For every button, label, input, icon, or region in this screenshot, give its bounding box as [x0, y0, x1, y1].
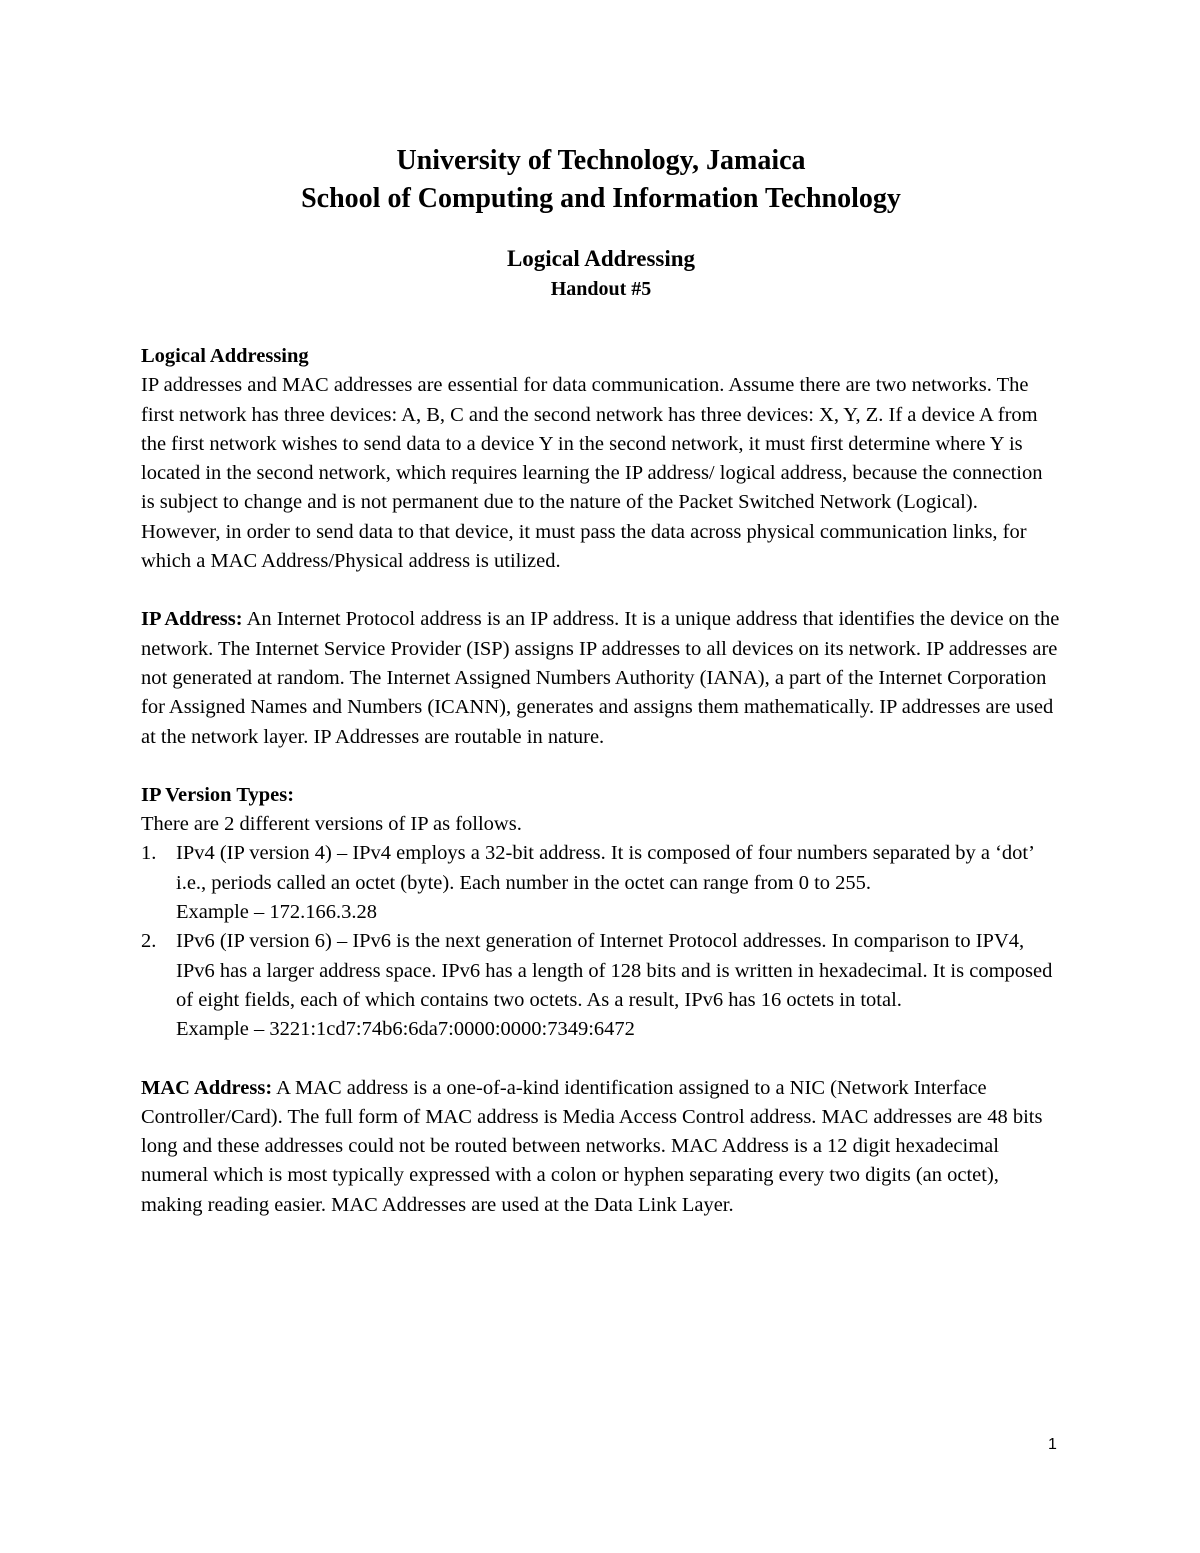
section-body: A MAC address is a one-of-a-kind identification assigned to a NIC (Network Interface Controller/Card). The full form of MAC address is Media Access Control address. MAC addresses are 48 bits long and these addresses could not be routed between networks. MAC Address is a 12 digit hexadecimal numeral which is most typically expressed with a colon or hyphen separating every two digits (an octet), making reading easier. MAC Addresses are used at the Data Link Layer.: [141, 1076, 1043, 1216]
document-title: Logical Addressing: [506, 246, 696, 271]
page-content: [141, 142, 1061, 1220]
section-heading: IP Version Types:: [141, 783, 295, 806]
ip-version-types-section: [141, 781, 1061, 1045]
handout-number: Handout #5: [550, 278, 652, 300]
mac-address-section: [141, 1074, 1061, 1220]
section-paragraph: [141, 605, 1061, 751]
list-item-text: IPv4 (IP version 4) – IPv4 employs a 32-bit address. It is composed of four numbers separated by a ‘dot’ i.e., periods called an octet (byte). Each number in the octet can range from 0 to 255.: [176, 842, 1034, 894]
ip-address-section: [141, 605, 1061, 751]
page-number: 1: [1048, 1436, 1057, 1453]
section-heading: IP Address:: [141, 608, 243, 631]
section-body: An Internet Protocol address is an IP address. It is a unique address that identifies the device on the network. The Internet Service Provider (ISP) assigns IP addresses to all devices on its network. IP addresses are not generated at random. The Internet Assigned Numbers Authority (IANA), a part of the Internet Corporation for Assigned Names and Numbers (ICANN), generates and assigns them mathematically. IP addresses are used at the network layer. IP Addresses are routable in nature.: [141, 608, 1060, 748]
list-item-example: Example – 3221:1cd7:74b6:6da7:0000:0000:7349:6472: [176, 1018, 635, 1041]
section-heading: MAC Address:: [141, 1076, 273, 1099]
ip-version-list: [141, 839, 1061, 1044]
list-item-ipv4: [141, 839, 1061, 927]
list-item-text: IPv6 (IP version 6) – IPv6 is the next generation of Internet Protocol addresses. In comparison to IPV4, IPv6 has a larger address space. IPv6 has a length of 128 bits and is written in hexadecimal. It is composed of eight fields, each of which contains two octets. As a result, IPv6 has 16 octets in total.: [176, 930, 1053, 1011]
title-block: [141, 142, 1061, 304]
university-name: University of Technology, Jamaica: [396, 145, 806, 176]
section-body: IP addresses and MAC addresses are essential for data communication. Assume there are two networks. The first network has three devices: A, B, C and the second network has three devices: X, Y, Z. If a device A from the first network wishes to send data to a device Y in the second network, it must first determine where Y is located in the second network, which requires learning the IP address/ logical address, because the connection is subject to change and is not permanent due to the nature of the Packet Switched Network (Logical). However, in order to send data to that device, it must pass the data across physical communication links, for which a MAC Address/Physical address is utilized.: [141, 374, 1043, 573]
section-intro: There are 2 different versions of IP as follows.: [141, 813, 522, 836]
list-item-ipv6: [141, 927, 1061, 1044]
list-item-example: Example – 172.166.3.28: [176, 901, 377, 924]
logical-addressing-section: [141, 342, 1061, 576]
section-paragraph: [141, 1074, 1061, 1220]
list-number: 2.: [141, 930, 157, 953]
list-number: 1.: [141, 842, 157, 865]
school-name: School of Computing and Information Technology: [301, 183, 901, 214]
section-heading: Logical Addressing: [141, 345, 309, 367]
